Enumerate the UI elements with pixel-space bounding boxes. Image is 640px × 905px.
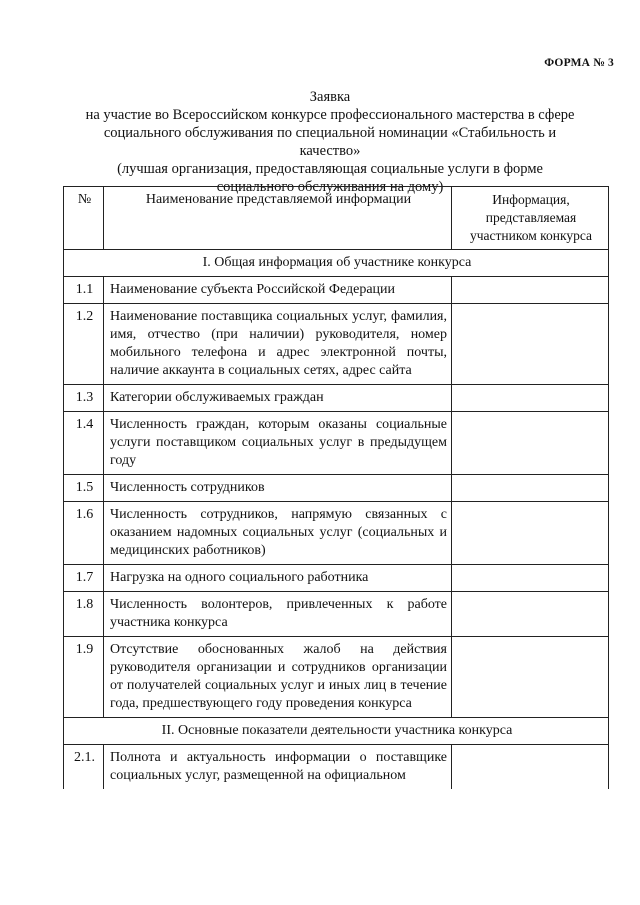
row-number: 1.1 — [64, 277, 104, 304]
row-number: 2.1. — [64, 745, 104, 790]
column-header-name: Наименование представляемой информации — [104, 187, 452, 250]
row-description: Наименование поставщика социальных услуг, фамилия, имя, отчество (при наличии) руководителя, номер мобильного телефона и адрес электронной почты, наличие аккаунта в социальных сетях, адрес сайта — [104, 304, 452, 385]
section-row — [64, 250, 609, 277]
table-row — [64, 637, 609, 718]
info-input-cell[interactable] — [452, 304, 609, 385]
table-row — [64, 412, 609, 475]
info-input-cell[interactable] — [452, 637, 609, 718]
row-number: 1.2 — [64, 304, 104, 385]
heading-line: социального обслуживания по специальной номинации «Стабильность и качество» — [103, 125, 557, 159]
table-header-row — [64, 187, 609, 250]
table-row — [64, 277, 609, 304]
row-number: 1.5 — [64, 475, 104, 502]
table-row — [64, 502, 609, 565]
info-input-cell[interactable] — [452, 592, 609, 637]
row-description: Категории обслуживаемых граждан — [104, 385, 452, 412]
row-number: 1.3 — [64, 385, 104, 412]
column-header-info: Информация, представляемая участником конкурса — [452, 187, 609, 250]
table-row — [64, 475, 609, 502]
row-description: Численность сотрудников, напрямую связанных с оказанием надомных социальных услуг (социальных и медицинских работников) — [104, 502, 452, 565]
heading-title: Заявка — [309, 89, 351, 105]
information-table — [63, 186, 609, 789]
section-row — [64, 718, 609, 745]
row-number: 1.7 — [64, 565, 104, 592]
info-input-cell[interactable] — [452, 502, 609, 565]
row-description: Отсутствие обоснованных жалоб на действия руководителя организации и сотрудников организации от получателей социальных услуг и иных лиц в течение года, предшествующего году проведения конкурса — [104, 637, 452, 718]
table-row — [64, 565, 609, 592]
row-number: 1.9 — [64, 637, 104, 718]
info-input-cell[interactable] — [452, 745, 609, 790]
row-description: Нагрузка на одного социального работника — [104, 565, 452, 592]
section-title: I. Общая информация об участнике конкурса — [64, 250, 609, 277]
row-description: Численность волонтеров, привлеченных к работе участника конкурса — [104, 592, 452, 637]
row-description: Численность граждан, которым оказаны социальные услуги поставщиком социальных услуг в предыдущем году — [104, 412, 452, 475]
table-row — [64, 385, 609, 412]
table-row — [64, 592, 609, 637]
application-heading — [80, 88, 580, 196]
row-number: 1.4 — [64, 412, 104, 475]
form-number-label: ФОРМА № 3 — [544, 57, 614, 69]
row-description: Численность сотрудников — [104, 475, 452, 502]
info-input-cell[interactable] — [452, 277, 609, 304]
info-input-cell[interactable] — [452, 385, 609, 412]
row-description: Наименование субъекта Российской Федерации — [104, 277, 452, 304]
row-description: Полнота и актуальность информации о поставщике социальных услуг, размещенной на официальном — [104, 745, 452, 790]
column-header-number: № — [64, 187, 104, 250]
heading-line: на участие во Всероссийском конкурсе профессионального мастерства в сфере — [85, 107, 575, 123]
info-input-cell[interactable] — [452, 412, 609, 475]
heading-line: (лучшая организация, предоставляющая социальные услуги в форме — [117, 161, 543, 177]
section-title: II. Основные показатели деятельности участника конкурса — [64, 718, 609, 745]
row-number: 1.6 — [64, 502, 104, 565]
info-input-cell[interactable] — [452, 475, 609, 502]
row-number: 1.8 — [64, 592, 104, 637]
table-row — [64, 304, 609, 385]
info-input-cell[interactable] — [452, 565, 609, 592]
heading-line: социального обслуживания на дому) — [216, 179, 444, 195]
table-row — [64, 745, 609, 790]
